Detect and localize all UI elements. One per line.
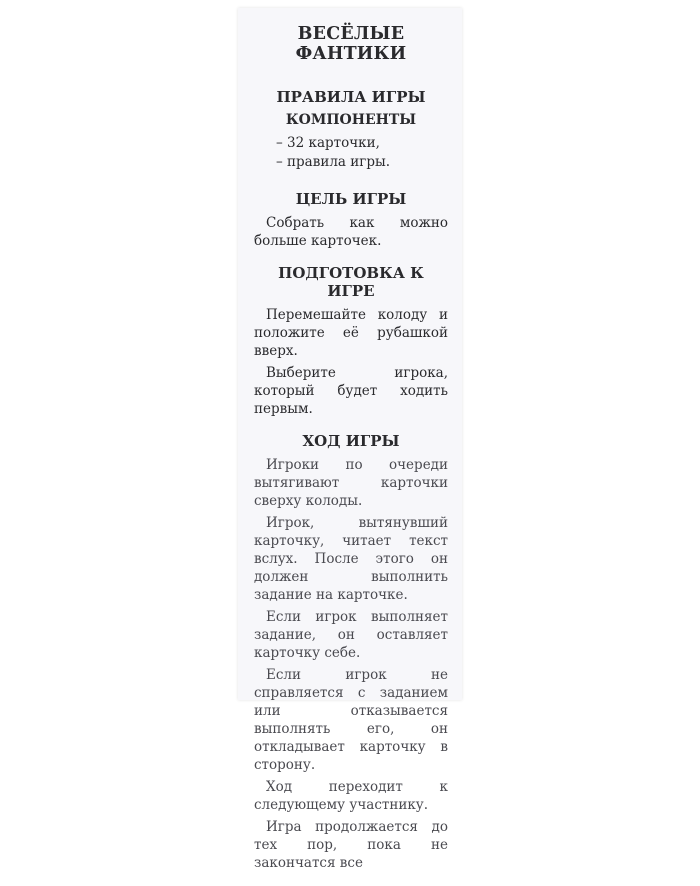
turn-paragraph: Ход переходит к следующему участнику.	[254, 779, 448, 813]
turn-paragraph: Если игрок выполняет задание, он оставляет карточку себе.	[254, 609, 448, 661]
rules-content	[254, 24, 448, 886]
turn-section	[254, 432, 448, 872]
goal-text: Собрать как можно больше карточек.	[254, 215, 448, 249]
turn-paragraph: Если игрок не справляется с заданием или отказывается выполнять его, он откладывает карточку в сторону.	[254, 667, 448, 773]
components-list	[276, 134, 448, 172]
game-title: ВЕСЁЛЫЕ ФАНТИКИ	[295, 24, 407, 64]
rules-leaflet	[238, 8, 462, 871]
setup-section	[254, 264, 448, 418]
rules-heading: ПРАВИЛА ИГРЫ	[276, 88, 426, 106]
goal-section	[254, 190, 448, 250]
turn-paragraph: Игра продолжается до тех пор, пока не закончатся все	[254, 819, 448, 871]
turn-paragraph: Игрок, вытянувший карточку, читает текст вслух. После этого он должен выполнить задание на карточке.	[254, 515, 448, 603]
turn-heading: ХОД ИГРЫ	[302, 432, 400, 450]
setup-paragraph: Перемешайте колоду и положите её рубашкой вверх.	[254, 307, 448, 359]
turn-paragraph: Игроки по очереди вытягивают карточки сверху колоды.	[254, 457, 448, 509]
components-heading: КОМПОНЕНТЫ	[285, 112, 417, 128]
setup-paragraph: Выберите игрока, который будет ходить первым.	[254, 365, 448, 417]
components-item-cards: – 32 карточки,	[276, 135, 380, 151]
setup-heading: ПОДГОТОВКА К ИГРЕ	[278, 264, 424, 300]
components-item-rules: – правила игры.	[276, 154, 390, 170]
goal-heading: ЦЕЛЬ ИГРЫ	[295, 190, 407, 208]
